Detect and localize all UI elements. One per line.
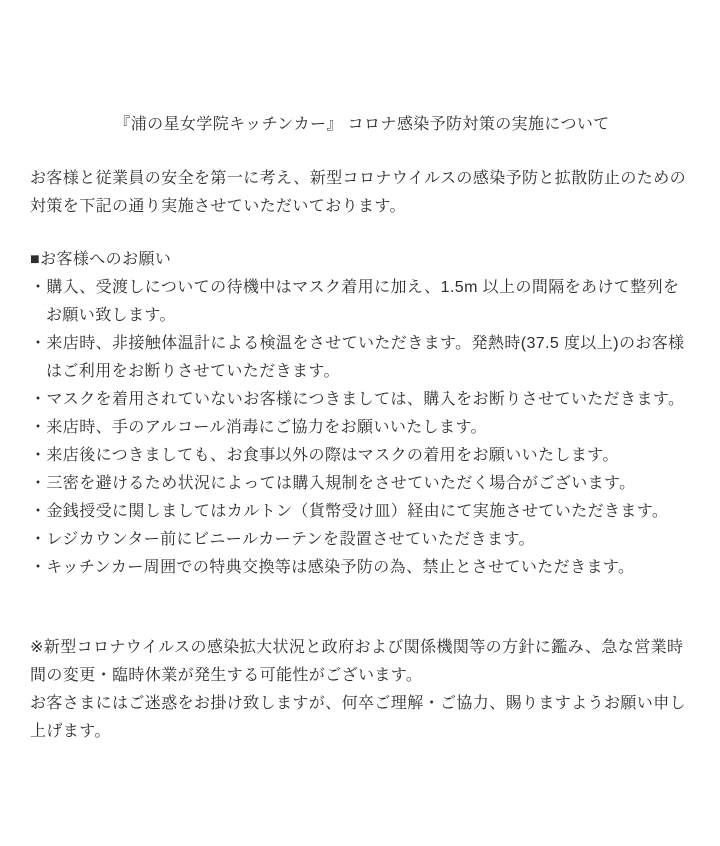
request-list bbox=[30, 274, 694, 582]
section-heading-customer-requests: ■お客様へのお願い bbox=[30, 251, 172, 268]
note-apology: お客さまにはご迷惑をお掛け致しますが、何卒ご理解・ご協力、賜りますようお願い申し上げます。 bbox=[30, 695, 687, 740]
request-item-queue-spacing: ・購入、受渡しについての待機中はマスク着用に加え、1.5m 以上の間隔をあけて整列をお願い致します。 bbox=[30, 279, 680, 324]
request-item-vinyl-curtain: ・レジカウンター前にビニールカーテンを設置させていただきます。 bbox=[30, 531, 535, 548]
request-item-purchase-limits: ・三密を避けるため状況によっては購入規制をさせていただく場合がございます。 bbox=[30, 475, 636, 492]
request-item-mask-required: ・マスクを着用されていないお客様につきましては、購入をお断りさせていただきます。 bbox=[30, 391, 685, 408]
request-item-temperature-check: ・来店時、非接触体温計による検温をさせていただきます。発熱時(37.5 度以上)のお客様はご利用をお断りさせていただきます。 bbox=[30, 335, 685, 380]
closing-notes bbox=[30, 634, 694, 746]
request-item-hand-sanitizer: ・来店時、手のアルコール消毒にご協力をお願いいたします。 bbox=[30, 419, 487, 436]
request-item-mask-after-visit: ・来店後につきましても、お食事以外の際はマスクの着用をお願いいたします。 bbox=[30, 447, 619, 464]
request-item-no-goods-exchange: ・キッチンカー周囲での特典交換等は感染予防の為、禁止とさせていただきます。 bbox=[30, 559, 635, 576]
note-schedule-change: ※新型コロナウイルスの感染拡大状況と政府および関係機関等の方針に鑑み、急な営業時間の変更・臨時休業が発生する可能性がございます。 bbox=[30, 639, 684, 684]
request-item-cash-tray: ・金銭授受に関しましてはカルトン（貨幣受け皿）経由にて実施させていただきます。 bbox=[30, 503, 669, 520]
document-title: 『浦の星女学院キッチンカー』 コロナ感染予防対策の実施について bbox=[114, 116, 610, 133]
intro-paragraph: お客様と従業員の安全を第一に考え、新型コロナウイルスの感染予防と拡散防止のための対策を下記の通り実施させていただいております。 bbox=[30, 170, 687, 215]
